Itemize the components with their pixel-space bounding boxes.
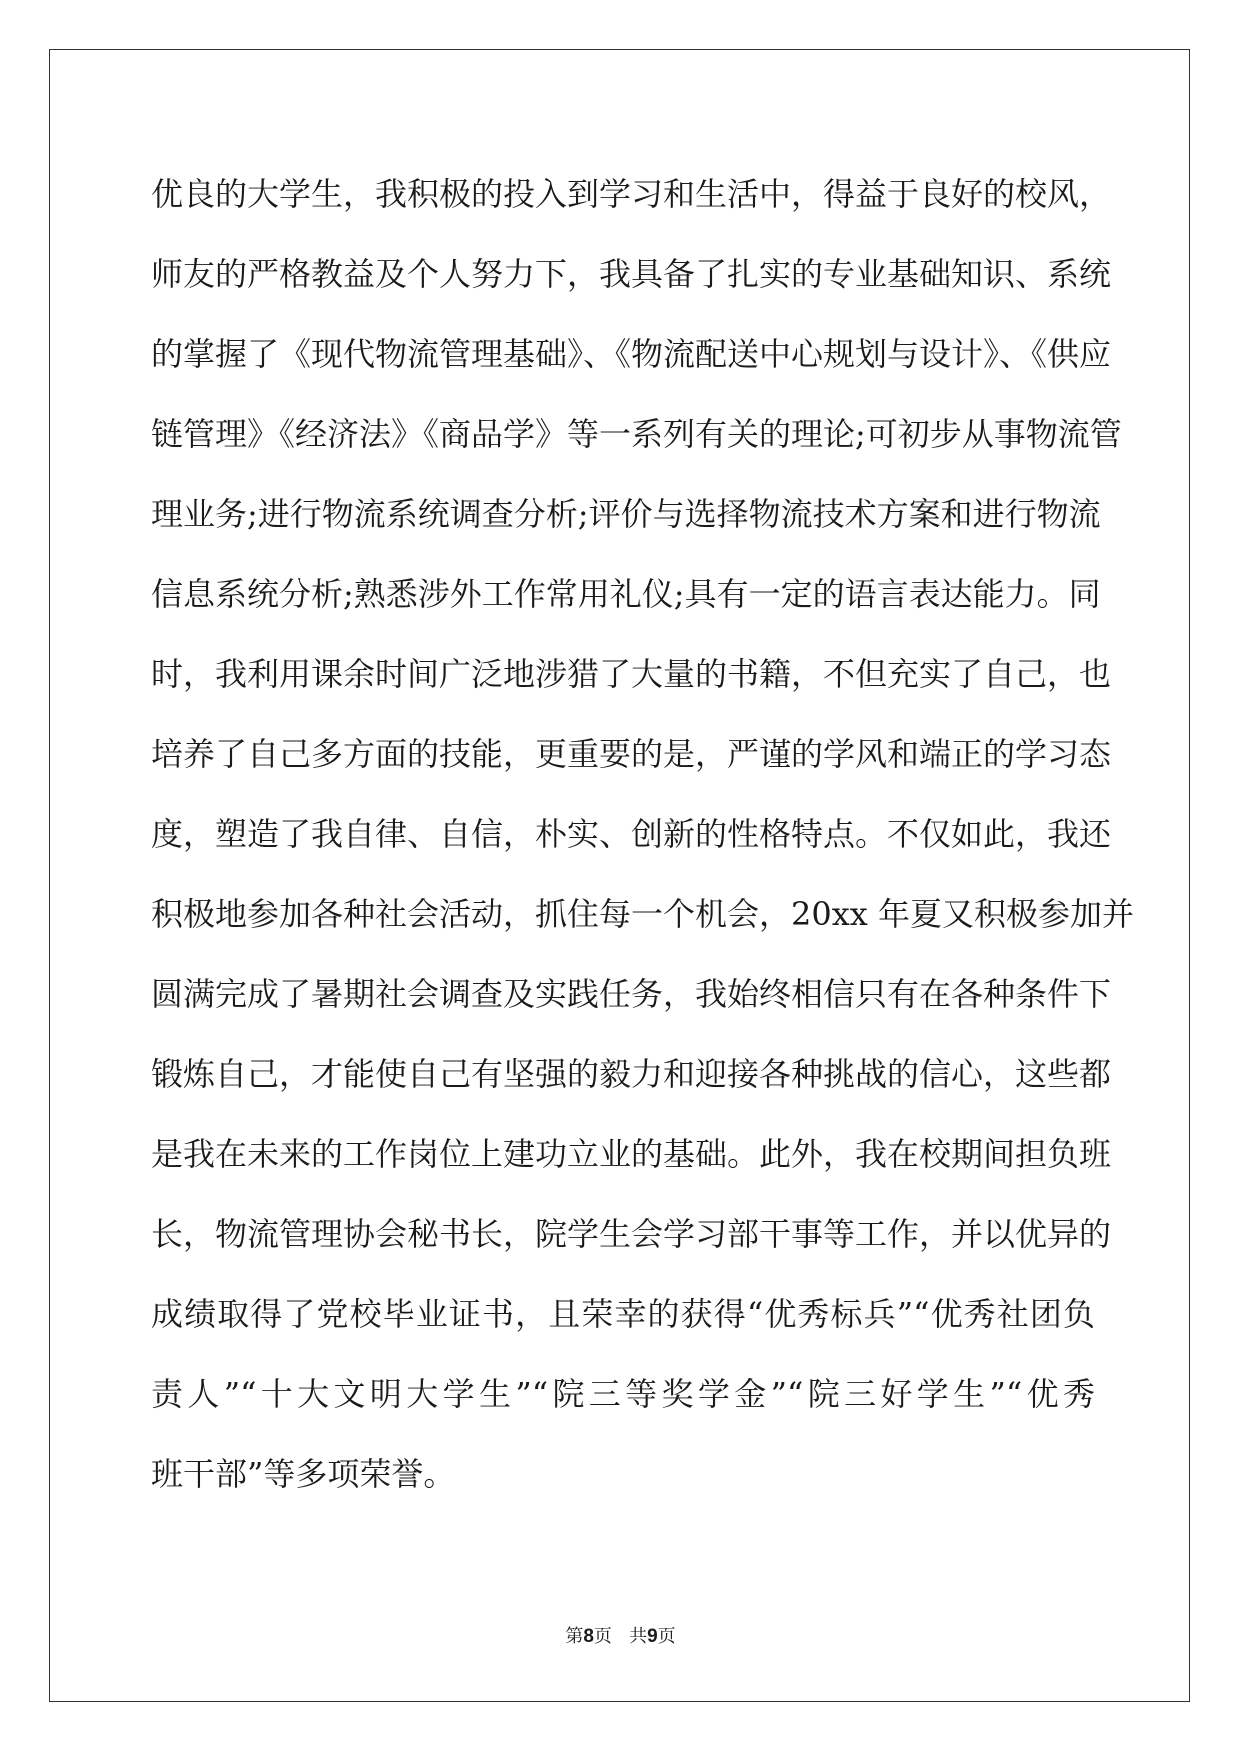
text-line: 信息系统分析;熟悉涉外工作常用礼仪;具有一定的语言表达能力。同 xyxy=(151,575,1101,613)
text-line: 圆满完成了暑期社会调查及实践任务，我始终相信只有在各种条件下 xyxy=(151,975,1112,1013)
text-line: 优良的大学生，我积极的投入到学习和生活中，得益于良好的校风， xyxy=(151,175,1112,213)
text-line: 培养了自己多方面的技能，更重要的是，严谨的学风和端正的学习态 xyxy=(151,735,1112,773)
text-line: 积极地参加各种社会活动，抓住每一个机会，20xx 年夏又积极参加并 xyxy=(151,895,1134,933)
page-prefix: 第 xyxy=(565,1626,584,1647)
page-footer xyxy=(0,1622,1241,1648)
total-page-number: 9 xyxy=(647,1626,658,1647)
text-line: 长，物流管理协会秘书长，院学生会学习部干事等工作，并以优异的 xyxy=(151,1215,1112,1253)
total-suffix: 页 xyxy=(657,1626,676,1647)
current-page-number: 8 xyxy=(583,1626,594,1647)
text-line: 班干部”等多项荣誉。 xyxy=(151,1455,456,1493)
text-line: 度，塑造了我自律、自信，朴实、创新的性格特点。不仅如此，我还 xyxy=(151,815,1112,853)
text-line: 是我在未来的工作岗位上建功立业的基础。此外，我在校期间担负班 xyxy=(151,1135,1112,1173)
body-text xyxy=(151,154,1134,1514)
text-line: 师友的严格教益及个人努力下，我具备了扎实的专业基础知识、系统 xyxy=(151,255,1112,293)
text-line: 锻炼自己，才能使自己有坚强的毅力和迎接各种挑战的信心，这些都 xyxy=(151,1055,1112,1093)
text-line: 成绩取得了党校毕业证书，且荣幸的获得“优秀标兵”“优秀社团负 xyxy=(151,1295,1095,1333)
text-line: 责人”“十大文明大学生”“院三等奖学金”“院三好学生”“优秀 xyxy=(151,1375,1095,1413)
text-line: 的掌握了《现代物流管理基础》、《物流配送中心规划与设计》、《供应 xyxy=(151,335,1112,373)
total-prefix: 共 xyxy=(629,1626,648,1647)
text-line: 链管理》《经济法》《商品学》等一系列有关的理论;可初步从事物流管 xyxy=(151,415,1122,453)
text-line: 时，我利用课余时间广泛地涉猎了大量的书籍，不但充实了自己，也 xyxy=(151,655,1112,693)
text-line: 理业务;进行物流系统调查分析;评价与选择物流技术方案和进行物流 xyxy=(151,495,1101,533)
page-suffix: 页 xyxy=(593,1626,612,1647)
